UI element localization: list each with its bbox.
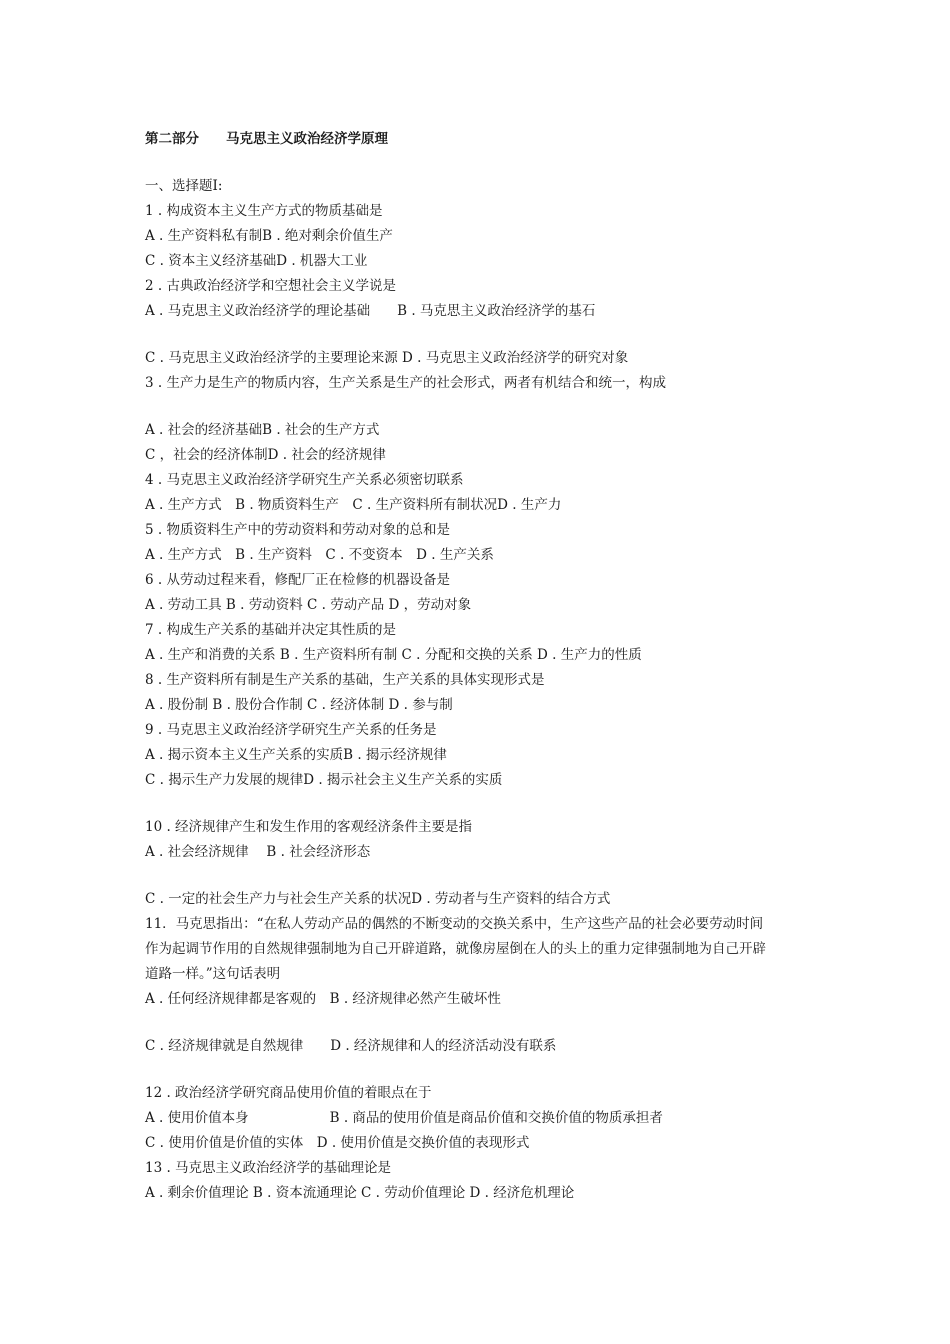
text-line: 5 . 物质资料生产中的劳动资料和劳动对象的总和是 <box>145 522 450 538</box>
text-line: 4 . 马克思主义政治经济学研究生产关系必须密切联系 <box>145 472 464 488</box>
text-line: 12 . 政治经济学研究商品使用价值的着眼点在于 <box>145 1085 432 1101</box>
text-line: A . 揭示资本主义生产关系的实质B . 揭示经济规律 <box>145 747 447 763</box>
text-line: 道路一样。”这句话表明 <box>145 966 281 982</box>
text-line: A . 生产方式 B . 物质资料生产 C . 生产资料所有制状况D . 生产力 <box>145 497 562 513</box>
text-line: 10 . 经济规律产生和发生作用的客观经济条件主要是指 <box>145 819 473 835</box>
blank-gap <box>145 1059 825 1081</box>
blank-gap <box>145 396 825 418</box>
text-line: A . 社会经济规律 B . 社会经济形态 <box>145 844 371 860</box>
text-line: 作为起调节作用的自然规律强制地为自己开辟道路，就像房屋倒在人的头上的重力定律强制地为自己开辟 <box>145 941 766 957</box>
section-title: 第二部分 马克思主义政治经济学原理 <box>145 131 388 147</box>
text-line: 一、选择题Ⅰ: <box>145 178 223 194</box>
text-line: A . 使用价值本身 B . 商品的使用价值是商品价值和交换价值的物质承担者 <box>145 1110 663 1126</box>
text-line: A . 生产资料私有制B . 绝对剩余价值生产 <box>145 228 393 244</box>
blank-gap <box>145 324 825 346</box>
text-line: 6 . 从劳动过程来看，修配厂正在检修的机器设备是 <box>145 572 450 588</box>
text-line: A . 股份制 B . 股份合作制 C . 经济体制 D . 参与制 <box>145 697 453 713</box>
text-line: 2 . 古典政治经济学和空想社会主义学说是 <box>145 278 396 294</box>
text-line: 3 . 生产力是生产的物质内容，生产关系是生产的社会形式，两者有机结合和统一，构成 <box>145 375 666 391</box>
text-line: 8 . 生产资料所有制是生产关系的基础，生产关系的具体实现形式是 <box>145 672 545 688</box>
blank-gap <box>145 1012 825 1034</box>
text-line: A . 社会的经济基础B . 社会的生产方式 <box>145 422 380 438</box>
text-line: C . 一定的社会生产力与社会生产关系的状况D . 劳动者与生产资料的结合方式 <box>145 891 611 907</box>
blank-gap <box>145 865 825 887</box>
text-line: A . 生产方式 B . 生产资料 C . 不变资本 D . 生产关系 <box>145 547 494 563</box>
text-line: C ，社会的经济体制D . 社会的经济规律 <box>145 447 386 463</box>
question-list <box>145 174 825 1206</box>
text-line: C . 经济规律就是自然规律 D . 经济规律和人的经济活动没有联系 <box>145 1038 557 1054</box>
text-line: 13 . 马克思主义政治经济学的基础理论是 <box>145 1160 392 1176</box>
text-line: 9 . 马克思主义政治经济学研究生产关系的任务是 <box>145 722 437 738</box>
text-line: 7 . 构成生产关系的基础并决定其性质的是 <box>145 622 396 638</box>
text-line: C . 马克思主义政治经济学的主要理论来源 D . 马克思主义政治经济学的研究对象 <box>145 350 629 366</box>
text-line: 1 . 构成资本主义生产方式的物质基础是 <box>145 203 383 219</box>
text-line: A . 马克思主义政治经济学的理论基础 B . 马克思主义政治经济学的基石 <box>145 303 596 319</box>
text-line: A . 劳动工具 B . 劳动资料 C . 劳动产品 D ，劳动对象 <box>145 597 472 613</box>
blank-gap <box>145 793 825 815</box>
text-line: C . 资本主义经济基础D . 机器大工业 <box>145 253 368 269</box>
text-line: C . 使用价值是价值的实体 D . 使用价值是交换价值的表现形式 <box>145 1135 530 1151</box>
text-line: C . 揭示生产力发展的规律D . 揭示社会主义生产关系的实质 <box>145 772 503 788</box>
text-line: A . 生产和消费的关系 B . 生产资料所有制 C . 分配和交换的关系 D . 生产力的性质 <box>145 647 642 663</box>
text-line: 11．马克思指出：“在私人劳动产品的偶然的不断变动的交换关系中，生产这些产品的社会必要劳动时间 <box>145 916 764 932</box>
text-line: A . 任何经济规律都是客观的 B . 经济规律必然产生破坏性 <box>145 991 501 1007</box>
text-line: A . 剩余价值理论 B . 资本流通理论 C . 劳动价值理论 D . 经济危机理论 <box>145 1185 575 1201</box>
